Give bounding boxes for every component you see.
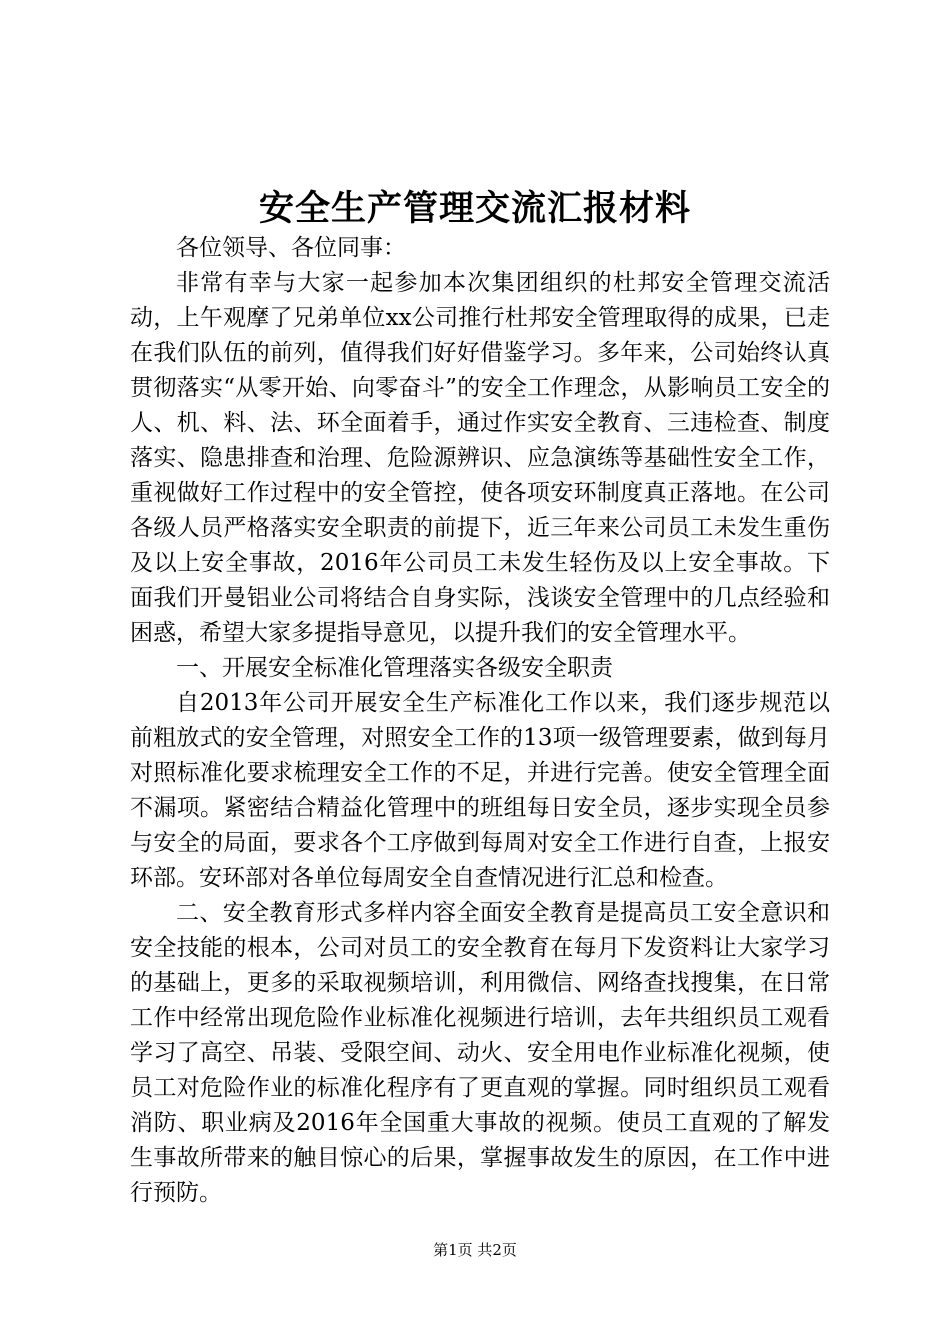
paragraph-section-1: 自2013年公司开展安全生产标准化工作以来，我们逐步规范以前粗放式的安全管理，对照安全工作的13项一级管理要素，做到每月对照标准化要求梳理安全工作的不足，并进行完善。使安全管理全面不漏项。紧密结合精益化管理中的班组每日安全员，逐步实现全员参与安全的局面，要求各个工序做到每周对安全工作进行自查，上报安环部。安环部对各单位每周安全自查情况进行汇总和检查。: [130, 690, 830, 891]
document-body: [130, 231, 830, 1211]
paragraph-section-2: 二、安全教育形式多样内容全面安全教育是提高员工安全意识和安全技能的根本，公司对员工的安全教育在每月下发资料让大家学习的基础上，更多的采取视频培训，利用微信、网络查找搜集，在日常工作中经常出现危险作业标准化视频进行培训，去年共组织员工观看学习了高空、吊装、受限空间、动火、安全用电作业标准化视频，使员工对危险作业的标准化程序有了更直观的掌握。同时组织员工观看消防、职业病及2016年全国重大事故的视频。使员工直观的了解发生事故所带来的触目惊心的后果，掌握事故发生的原因，在工作中进行预防。: [130, 900, 830, 1206]
section-heading-1: 一、开展安全标准化管理落实各级安全职责: [176, 655, 613, 681]
document-title: 安全生产管理交流汇报材料: [258, 188, 691, 229]
salutation: 各位领导、各位同事：: [176, 235, 406, 261]
page-number: 第1页 共2页: [433, 1241, 517, 1259]
paragraph-intro: 非常有幸与大家一起参加本次集团组织的杜邦安全管理交流活动，上午观摩了兄弟单位xx公司推行杜邦安全管理取得的成果，已走在我们队伍的前列，值得我们好好借鉴学习。多年来，公司始终认真贯彻落实“从零开始、向零奋斗”的安全工作理念，从影响员工安全的人、机、料、法、环全面着手，通过作实安全教育、三违检查、制度落实、隐患排查和治理、危险源辨识、应急演练等基础性安全工作，重视做好工作过程中的安全管控，使各项安环制度真正落地。在公司各级人员严格落实安全职责的前提下，近三年来公司员工未发生重伤及以上安全事故，2016年公司员工未发生轻伤及以上安全事故。下面我们开曼铝业公司将结合自身实际，浅谈安全管理中的几点经验和困惑，希望大家多提指导意见，以提升我们的安全管理水平。: [130, 270, 830, 646]
